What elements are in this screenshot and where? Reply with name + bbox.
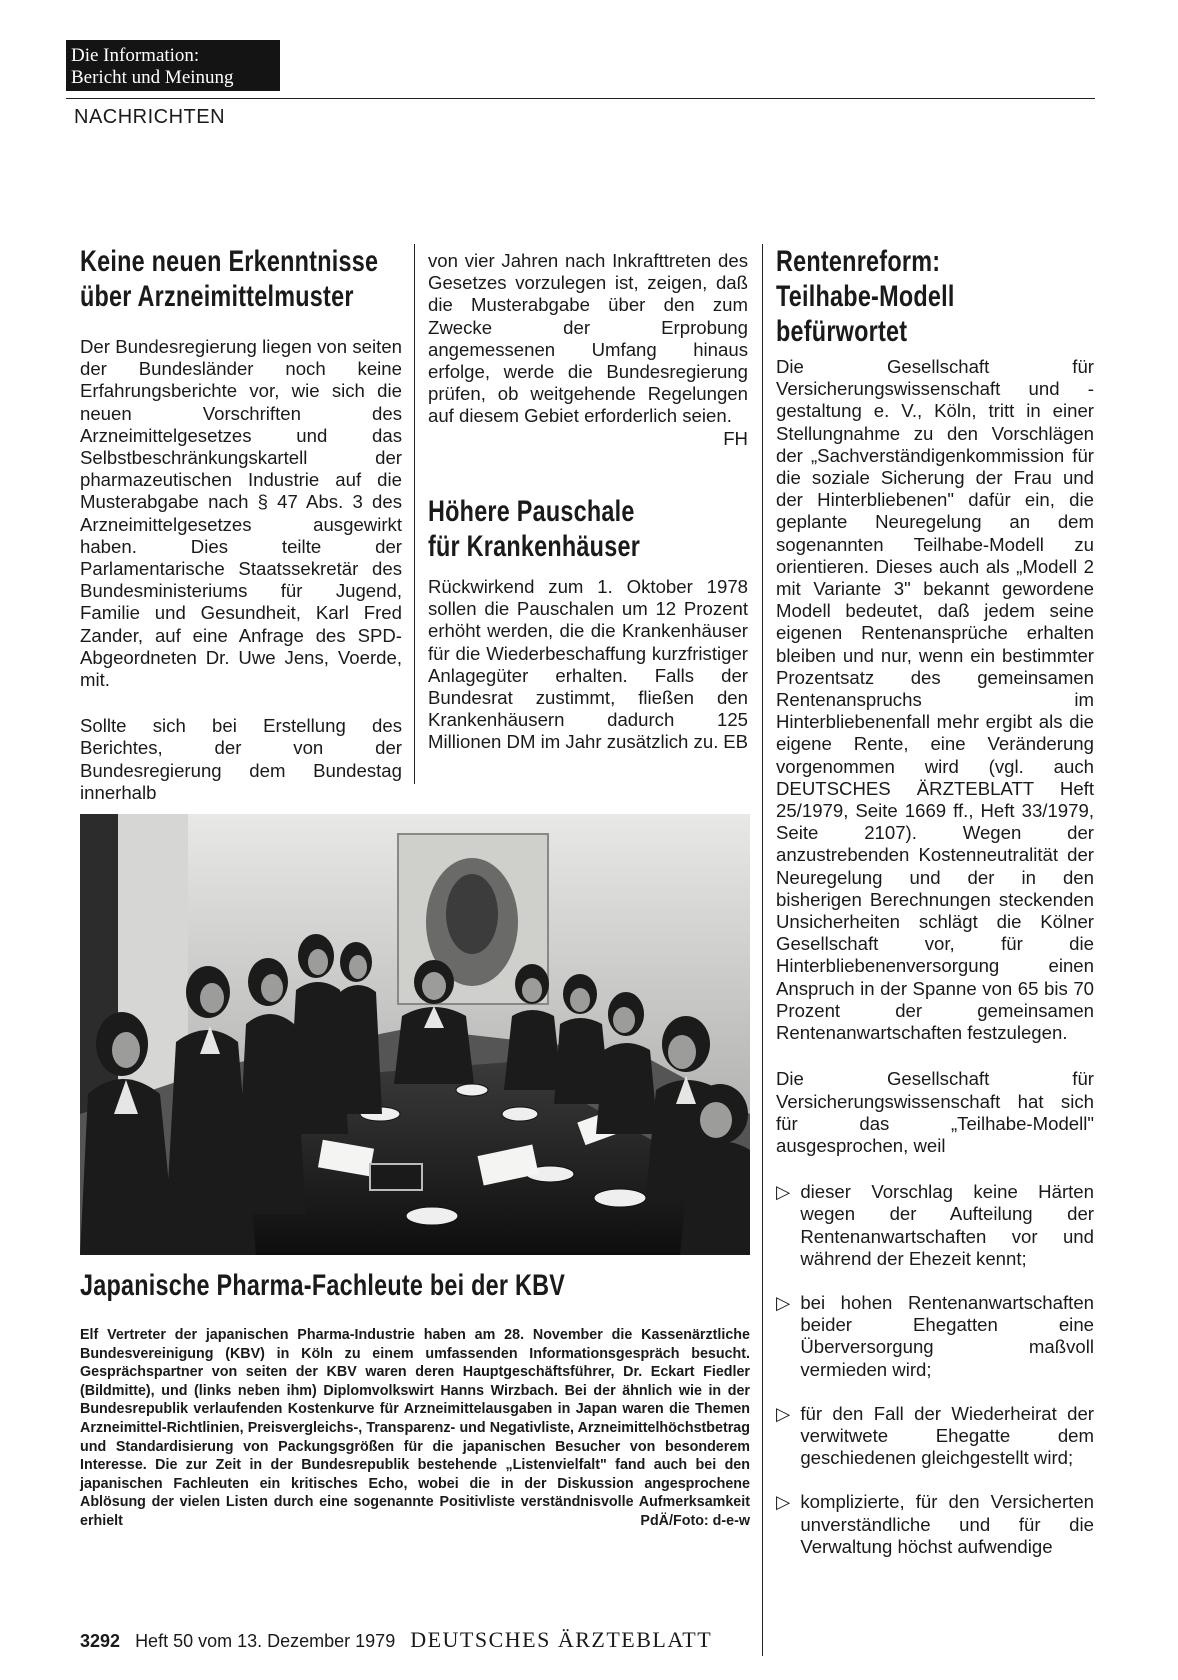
photo-caption [80,1326,750,1531]
article1-headline-line1: Keine neuen Erkenntnisse [80,245,379,278]
page-footer [80,1627,712,1653]
article3-bullet-text: für den Fall der Wiederheirat der verwitwete Ehegatte dem geschiedenen gleichgestellt wird; [800,1402,1094,1469]
magazine-name: DEUTSCHES ÄRZTEBLATT [410,1627,713,1652]
article1-headline-line2: über Arzneimittelmuster [80,280,354,313]
photo-story-headline: Japanische Pharma-Fachleute bei der KBV [80,1269,566,1302]
triangle-bullet-icon: ▷ [776,1181,791,1203]
article3-bullet-text: dieser Vorschlag keine Härten wegen der Aufteilung der Rentenanwartschaften vor und während der Ehezeit kennt; [800,1181,1094,1269]
article3-headline-line2: Teilhabe-Modell [776,280,955,313]
column-rule-2 [762,244,763,1656]
triangle-bullet-icon: ▷ [776,1402,791,1424]
article3-paragraph-1: Die Gesellschaft für Versicherungswissenschaft und -gestaltung e. V., Köln, tritt in einer Stellungnahme zu den Vorschlägen der „Sachverständigenkommission für die soziale Sicherung der Frau und der Hinterbliebenen" dafür ein, die geplante Neuregelung an dem sogenannten Teilhabe-Modell zu orientieren. Dieses auch als „Modell 2 mit Variante 3" bekannt gewordene Modell bedeutet, daß jedem seine eigenen Rentenansprüche erhalten bleiben und nur, wenn ein bestimmter Prozentsatz des gemeinsamen Rentenanspruchs im Hinterbliebenenfall mehr ergibt als die eigene Rente, eine Veränderung vorgenommen wird (vgl. auch DEUTSCHES ÄRZTEBLATT Heft 25/1979, Seite 1669 ff., Heft 33/1979, Seite 2107). Wegen der anzustrebenden Kostenneutralität der Neuregelung und der in den bisherigen Berechnungen steckenden Unsicherheiten schlägt die Kölner Gesellschaft vor, für die Hinterbliebenenversorgung einen Anspruch in der Spanne von 65 bis 70 Prozent der gemeinsamen Rentenanwartschaften festzulegen. [776,356,1094,1044]
issue-info: Heft 50 vom 13. Dezember 1979 [135,1631,396,1651]
article2-signature: EB [723,731,748,753]
article1-continuation [428,250,748,450]
article3-headline-line1: Rentenreform: [776,245,941,278]
header-rule [66,98,1095,99]
article1-headline [80,244,378,314]
photo-credit: PdÄ/Foto: d-e-w [640,1512,750,1529]
article3-paragraph-2: Die Gesellschaft für Versicherungswissenschaft hat sich für das „Teilhabe-Modell" ausgesprochen, weil [776,1068,1094,1156]
section-label: NACHRICHTEN [74,106,226,128]
article3-headline [776,244,955,349]
rubric-line-1: Die Information: [71,45,200,66]
article1-paragraph-2: Sollte sich bei Erstellung des Berichtes, der von der Bundesregierung dem Bundestag innerhalb [80,715,402,803]
article3-bullet-2 [776,1292,1094,1381]
article2-headline-line1: Höhere Pauschale [428,495,635,528]
article3-column [776,356,1094,1558]
article2-paragraph-1-text: Rückwirkend zum 1. Oktober 1978 sollen die Pauschalen um 12 Prozent erhöht werden, die die Krankenhäuser für die Wiederbeschaffung kurzfristiger Anlagegüter erhalten. Falls der Bundesrat zustimmt, fließen den Krankenhäusern dadurch 125 Millionen DM im Jahr zusätzlich zu. [428,576,748,753]
article1-column [80,336,402,828]
article3-bullet-3 [776,1403,1094,1470]
article3-headline-line3: befürwortet [776,315,908,348]
triangle-bullet-icon: ▷ [776,1291,791,1313]
article2-headline [428,494,640,564]
article2-column [428,576,748,754]
article1-signature: FH [723,427,748,449]
article1-paragraph-3-text: von vier Jahren nach Inkrafttreten des Gesetzes vorzulegen ist, zeigen, daß die Musterabgabe über den zum Zwecke der Erprobung angemessenen Umfang hinaus erfolge, werde die Bundesregierung prüfen, ob weitgehende Regelungen auf diesem Gebiet erforderlich seien. [428,250,748,427]
photo-caption-text: Elf Vertreter der japanischen Pharma-Industrie haben am 28. November die Kassenärztliche Bundesvereinigung (KBV) in Köln zu einem umfassenden Informationsgespräch besucht. Gesprächspartner von seiten der KBV waren deren Hauptgeschäftsführer, Dr. Eckart Fiedler (Bildmitte), und (links neben ihm) Diplomvolkswirt Hanns Wirzbach. Bei der ähnlich wie in der Bundesrepublik verlaufenden Kostenkurve für Arzneimittelausgaben in Japan waren die Themen Arzneimittel-Richtlinien, Preisvergleichs-, Transparenz- und Negativliste, Arzneimittelhöchstbetrag und Standardisierung von Packungsgrößen für die japanischen Besucher von besonderem Interesse. Die zur Zeit in der Bundesrepublik bestehende „Listenvielfalt" fand auch bei den japanischen Fachleuten ein kritisches Echo, wobei die in der Diskussion angesprochene Ablösung der vielen Listen durch eine sogenannte Positivliste verständnisvolle Aufmerksamkeit erhielt [80,1327,750,1529]
rubric-line-2: Bericht und Meinung [71,67,234,88]
meeting-photo [80,814,750,1255]
rubric-badge [66,40,280,91]
page-number: 3292 [80,1631,121,1651]
article3-bullet-1 [776,1181,1094,1270]
article2-headline-line2: für Krankenhäuser [428,530,641,563]
article2-paragraph-1 [428,576,748,754]
article3-bullet-4 [776,1491,1094,1558]
article1-paragraph-1: Der Bundesregierung liegen von seiten der Bundesländer noch keine Erfahrungsberichte vor, wie sich die neuen Vorschriften des Arzneimittelgesetzes und das Selbstbeschränkungskartell der pharmazeutischen Industrie auf die Musterabgabe nach § 47 Abs. 3 des Arzneimittelgesetzes ausgewirkt haben. Dies teilte der Parlamentarische Staatssekretär des Bundesministeriums für Jugend, Familie und Gesundheit, Karl Fred Zander, auf eine Anfrage des SPD-Abgeordneten Dr. Uwe Jens, Voerde, mit. [80,336,402,691]
article3-bullet-text: bei hohen Rentenanwartschaften beider Ehegatten eine Überversorgung maßvoll vermieden wird; [800,1291,1094,1380]
article1-paragraph-3 [428,250,748,449]
column-rule-1 [414,244,415,784]
article3-bullet-text: komplizierte, für den Versicherten unverständliche und für die Verwaltung höchst aufwendige [800,1491,1094,1557]
triangle-bullet-icon: ▷ [776,1491,791,1513]
